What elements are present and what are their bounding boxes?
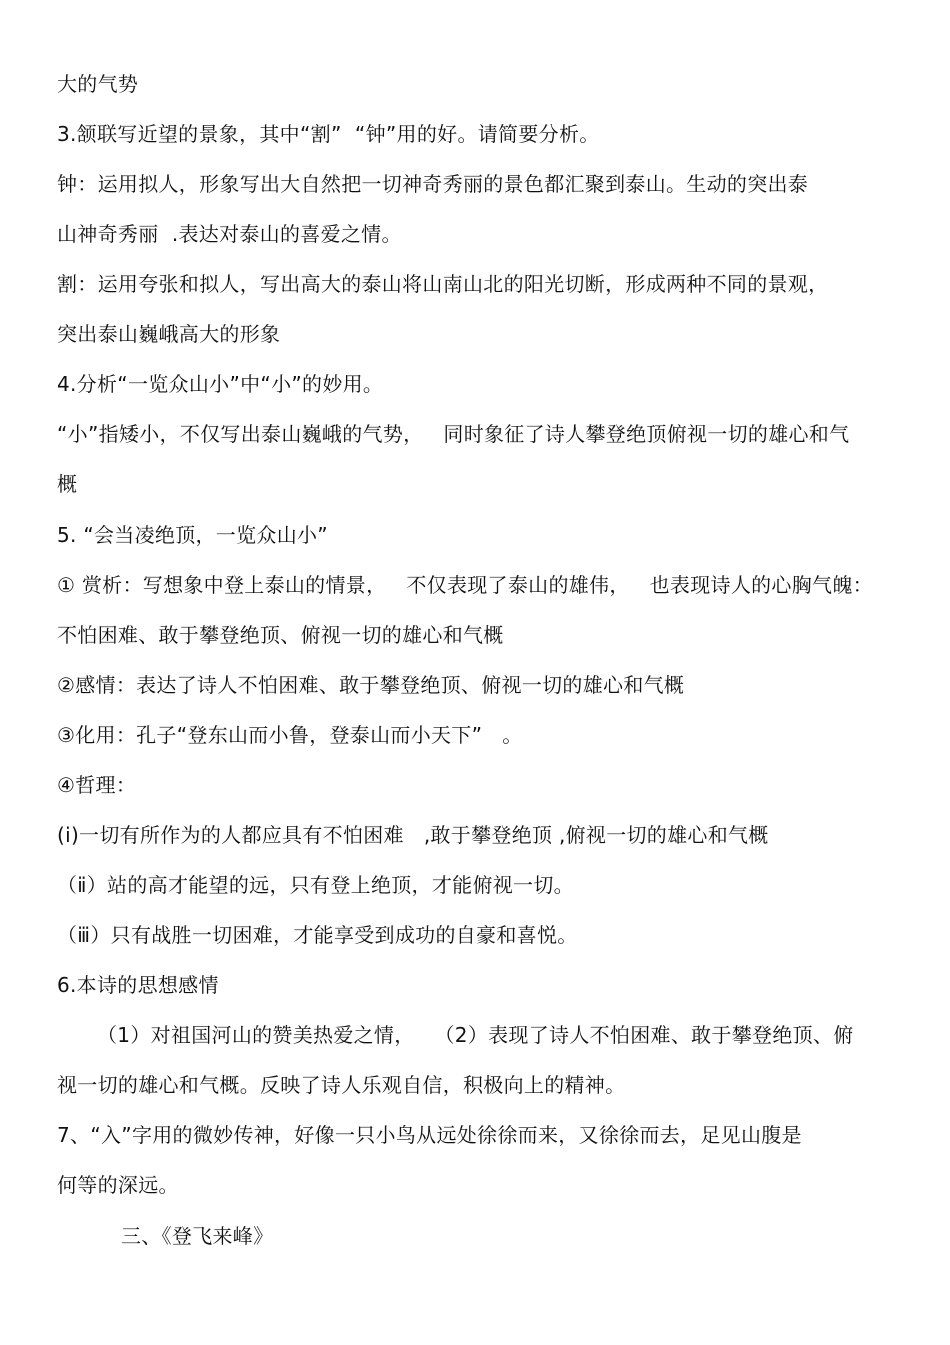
question-heading: 3.颔联写近望的景象，其中“割” “钟”用的好。请简要分析。 bbox=[57, 122, 600, 146]
question-heading: 6.本诗的思想感情 bbox=[57, 973, 219, 997]
question-heading: 4.分析“一览众山小”中“小”的妙用。 bbox=[57, 372, 384, 396]
text-line: (ⅰ)一切有所作为的人都应具有不怕困难 ,敢于攀登绝顶 ,俯视一切的雄心和气概 bbox=[57, 823, 769, 847]
section-heading: 三、《登飞来峰》 bbox=[121, 1224, 274, 1248]
text-line: 视一切的雄心和气概。反映了诗人乐观自信，积极向上的精神。 bbox=[57, 1073, 626, 1097]
text-line: （ⅲ）只有战胜一切困难，才能享受到成功的自豪和喜悦。 bbox=[57, 923, 578, 947]
question-heading: 5. “会当凌绝顶，一览众山小” bbox=[57, 523, 328, 547]
text-line: 何等的深远。 bbox=[57, 1173, 179, 1197]
text-line: （ⅱ）站的高才能望的远，只有登上绝顶，才能俯视一切。 bbox=[57, 873, 574, 897]
text-line: ① 赏析：写想象中登上泰山的情景， 不仅表现了泰山的雄伟， 也表现诗人的心胸气魄： bbox=[57, 573, 873, 597]
text-line: ③化用：孔子“登东山而小鲁，登泰山而小天下” 。 bbox=[57, 723, 523, 747]
text-line: （1）对祖国河山的赞美热爱之情， （2）表现了诗人不怕困难、敢于攀登绝顶、俯 bbox=[97, 1023, 854, 1047]
text-line: “小”指矮小，不仅写出泰山巍峨的气势， 同时象征了诗人攀登绝顶俯视一切的雄心和气 bbox=[57, 422, 850, 446]
text-line: 大的气势 bbox=[57, 72, 139, 96]
question-heading: 7、“入”字用的微妙传神，好像一只小鸟从远处徐徐而来，又徐徐而去，足见山腹是 bbox=[57, 1123, 802, 1147]
text-line: 割：运用夸张和拟人，写出高大的泰山将山南山北的阳光切断，形成两种不同的景观， bbox=[57, 272, 829, 296]
text-line: 不怕困难、敢于攀登绝顶、俯视一切的雄心和气概 bbox=[57, 623, 504, 647]
text-line: 突出泰山巍峨高大的形象 bbox=[57, 322, 281, 346]
text-line: ④哲理： bbox=[57, 773, 137, 797]
text-line: 钟：运用拟人，形象写出大自然把一切神奇秀丽的景色都汇聚到泰山。生动的突出泰 bbox=[57, 172, 809, 196]
text-line: ②感情：表达了诗人不怕困难、敢于攀登绝顶、俯视一切的雄心和气概 bbox=[57, 673, 685, 697]
text-line: 概 bbox=[57, 472, 78, 496]
text-line: 山神奇秀丽 .表达对泰山的喜爱之情。 bbox=[57, 222, 402, 246]
